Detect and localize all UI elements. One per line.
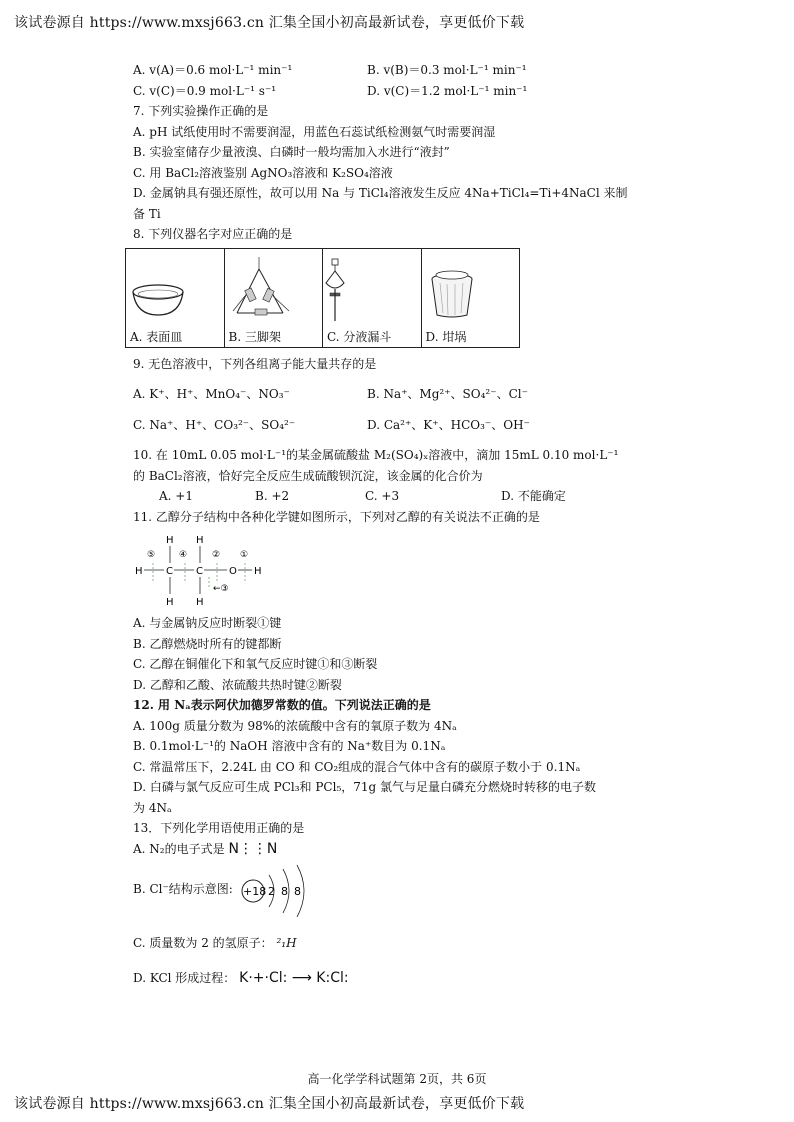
q9-option-d: D. Ca²⁺、K⁺、HCO₃⁻、OH⁻ [367,417,530,432]
svg-text:H: H [135,566,143,577]
q11-option-d: D. 乙醇和乙酸、浓硫酸共热时键②断裂 [133,677,342,692]
bond-label-3: ←③ [213,584,229,594]
q7-option-d-line1: D. 金属钠具有强还原性，故可以用 Na 与 TiCl₄溶液发生反应 4Na+TiCl₄=Ti+4NaCl 来制 [133,186,628,200]
q12-option-d-line2: 为 4Nₐ [133,800,172,815]
q10-option-b: B. +2 [255,489,290,503]
instrument-label-b: B. 三脚架 [228,329,281,344]
instrument-cell-d [421,248,520,347]
q11-option-b: B. 乙醇燃烧时所有的键都断 [133,636,282,651]
page-footer: 高一化学学科试题第 2页，共 6页 [307,1072,487,1086]
svg-text:C: C [166,566,173,577]
q10-options [133,486,673,507]
bond-label-2: ② [212,550,221,560]
source-banner-top: 该试卷源自 https://www.mxsj663.cn 汇集全国小初高最新试卷，享更低价下载 [14,15,525,31]
exam-content [130,60,673,988]
q6-option-b: B. v(B)＝0.3 mol·L⁻¹ min⁻¹ [367,63,527,77]
q9-stem: 9. 无色溶液中，下列各组离子能大量共存的是 [133,356,377,371]
q7-option-d-line2: 备 Ti [133,206,161,221]
q7-option-b: B. 实验室储存少量液溴、白磷时一般均需加入水进行“液封” [133,145,450,159]
q9-option-b: B. Na⁺、Mg²⁺、SO₄²⁻、Cl⁻ [367,387,528,401]
q6-option-c: C. v(C)＝0.9 mol·L⁻¹ s⁻¹ [133,83,277,98]
source-banner-bottom: 该试卷源自 https://www.mxsj663.cn 汇集全国小初高最新试卷，享更低价下载 [14,1096,525,1112]
q13-stem: 13．下列化学用语使用正确的是 [133,821,305,835]
chloride-ion-structure-diagram [239,861,349,917]
q10-option-a: A. +1 [159,489,193,503]
q11-option-a: A. 与金属钠反应时断裂①键 [133,616,282,630]
q13-option-a-label: A. N₂的电子式是 [133,841,225,856]
q7-stem: 7. 下列实验操作正确的是 [133,104,269,118]
svg-text:H: H [166,597,174,607]
q9-option-a: A. K⁺、H⁺、MnO₄⁻、NO₃⁻ [133,387,290,401]
q11-option-c: C. 乙醇在铜催化下和氧气反应时键①和③断裂 [133,657,378,671]
q10-line1: 10. 在 10mL 0.05 mol·L⁻¹的某金属硫酸盐 M₂(SO₄)ₓ溶液中，滴加 15mL 0.10 mol·L⁻¹ [133,448,619,462]
svg-text:H: H [196,597,204,607]
q13-option-b [133,859,673,919]
q7-option-c: C. 用 BaCl₂溶液鉴别 AgNO₃溶液和 K₂SO₄溶液 [133,165,393,180]
q6-options-row1 [133,60,673,81]
instrument-cell-b [224,248,323,347]
svg-text:H: H [196,535,204,546]
q12-option-c: C. 常温常压下，2.24L 由 CO 和 CO₂组成的混合气体中含有的碳原子数小于 0.1Nₐ [133,759,581,774]
q13-option-a [133,839,673,860]
instrument-table [125,248,520,348]
ethanol-structure-diagram [133,529,273,607]
q10-option-c: C. +3 [365,489,400,503]
q6-options-row2 [133,81,673,102]
instrument-label-a: A. 表面皿 [130,329,183,344]
q8-stem: 8. 下列仪器名字对应正确的是 [133,227,293,241]
svg-text:C: C [196,566,203,577]
q13-option-b-label: B. Cl⁻结构示意图: [133,881,233,896]
q10-line2: 的 BaCl₂溶液，恰好完全反应生成硫酸钡沉淀，该金属的化合价为 [133,468,483,483]
q13-option-d-label: D. KCl 形成过程： [133,970,236,985]
q11-stem: 11. 乙醇分子结构中各种化学键如图所示，下列对乙醇的有关说法不正确的是 [133,509,540,524]
crucible-icon [422,249,520,327]
nucleus-label: +18 [242,885,267,898]
bond-label-1: ① [240,550,249,560]
separatory-funnel-icon [323,249,421,327]
instrument-label-c: C. 分液漏斗 [327,329,392,344]
svg-text:8: 8 [280,885,288,898]
instrument-label-d: D. 坩埚 [425,329,467,344]
evaporating-dish-icon [126,249,224,327]
svg-text:H: H [166,535,174,546]
q12-option-b: B. 0.1mol·L⁻¹的 NaOH 溶液中含有的 Na⁺数目为 0.1Nₐ [133,739,446,753]
q9-options-row2 [133,415,673,436]
q6-option-a: A. v(A)＝0.6 mol·L⁻¹ min⁻¹ [133,63,293,77]
q10-option-d: D. 不能确定 [501,489,566,503]
kcl-formation-formula: K·+·Cl: ⟶ K:Cl: [239,969,349,986]
q12-option-d-line1: D. 白磷与氯气反应可生成 PCl₃和 PCl₅，71g 氯气与足量白磷充分燃烧时转移的电子数 [133,780,597,794]
q9-options-row1 [133,384,673,405]
svg-text:2: 2 [267,885,275,898]
q12-stem: 12. 用 Nₐ表示阿伏加德罗常数的值。下列说法正确的是 [133,698,431,712]
hydrogen-isotope-symbol: ²₁H [276,936,297,950]
q7-option-a: A. pH 试纸使用时不需要润湿，用蓝色石蕊试纸检测氨气时需要润湿 [133,124,496,139]
svg-text:O: O [229,566,237,577]
instrument-cell-a [126,248,225,347]
instrument-cell-c [323,248,422,347]
q9-option-c: C. Na⁺、H⁺、CO₃²⁻、SO₄²⁻ [133,417,296,432]
q6-option-d: D. v(C)＝1.2 mol·L⁻¹ min⁻¹ [367,83,528,98]
bond-label-5: ⑤ [147,550,156,560]
q13-option-c [133,933,673,954]
bond-label-4: ④ [179,550,188,560]
svg-text:H: H [254,566,262,577]
ethanol-bond-diagram [133,529,273,607]
clay-triangle-icon [225,249,323,327]
q13-option-c-label: C. 质量数为 2 的氢原子： [133,936,273,950]
q13-option-d [133,968,673,989]
q12-option-a: A. 100g 质量分数为 98%的浓硫酸中含有的氧原子数为 4Nₐ [133,718,457,733]
n2-electron-formula: N⋮⋮N [228,840,278,857]
svg-text:8: 8 [293,885,301,898]
